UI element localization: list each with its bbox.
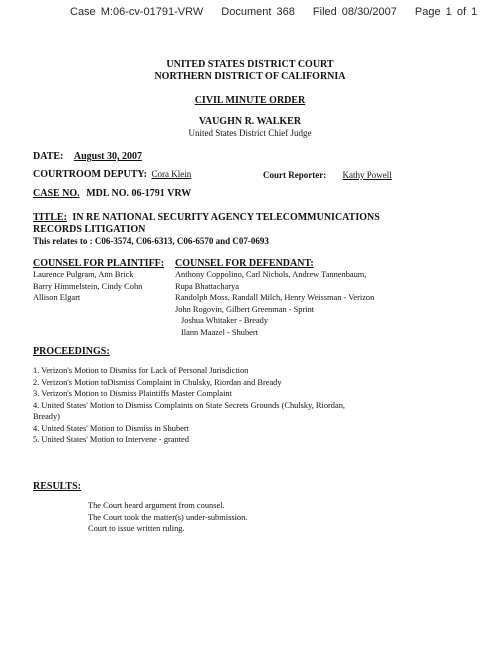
defendant-counsel-line: John Rogovin, Gilbert Greenman - Sprint [175,304,315,314]
defendant-counsel-line: Randolph Moss, Randall Milch, Henry Weissman - Verizon [175,293,375,302]
results-list [88,501,247,536]
proceeding-item: 4. United States' Motion to Dismiss Complaints on State Secrets Grounds (Chulsky, Riordan, [33,400,345,410]
proceeding-item: 5. United States' Motion to Intervene - granted [33,435,189,444]
judge-name: VAUGHN R. WALKER [198,116,302,127]
proceeding-item: 4. United States' Motion to Dismiss in Shubert [33,423,189,433]
plaintiff-counsel-heading: COUNSEL FOR PLAINTIFF: [33,258,165,269]
deputy-row [33,169,191,180]
case-number-value: MDL NO. 06-1791 VRW [86,188,192,199]
defendant-counsel-heading: COUNSEL FOR DEFENDANT: [175,258,314,269]
title-line2: RECORDS LITIGATION [33,224,146,235]
case-number-label: CASE NO. [33,188,80,199]
proceedings-list [33,366,345,447]
proceedings-heading: PROCEEDINGS: [33,346,110,357]
case-number-row [33,188,191,199]
defendant-counsel-line: Anthony Coppolino, Carl Nichols, Andrew Tannenbaum, [175,270,367,279]
proceeding-item: Bready) [33,412,60,421]
date-row [33,151,142,162]
proceeding-item: 2. Verizon's Motion toDismiss Complaint in Chulsky, Riordan and Bready [33,377,282,387]
date-value: August 30, 2007 [73,151,142,162]
title-label: TITLE: [33,212,67,223]
title-row [33,212,380,223]
filing-header [70,6,490,18]
result-line: The Court took the matter(s) under-submission. [88,512,248,522]
defendant-counsel-list [175,270,374,339]
proceeding-item: 3. Verizon's Motion to Dismiss Plaintiffs Master Complaint [33,389,232,398]
plaintiff-counsel-list [33,270,142,305]
reporter-row [263,170,392,180]
plaintiff-counsel-line: Laurence Pulgram, Ann Brick [33,270,134,279]
page-number: Page 1 of 1 [414,6,478,18]
judge-title: United States District Chief Judge [188,128,312,138]
document-number: Document 368 [221,6,295,18]
deputy-label: COURTROOM DEPUTY: [33,169,148,180]
reporter-label: Court Reporter: [263,170,327,180]
defendant-counsel-line: Rupa Bhattacharya [175,281,239,291]
date-label: DATE: [33,151,64,162]
court-name-line2: NORTHERN DISTRICT OF CALIFORNIA [154,71,346,82]
plaintiff-counsel-line: Barry Himmelstein, Cindy Cohn [33,281,143,291]
defendant-counsel-line: Ilann Maazel - Shubert [181,327,258,337]
case-number-header: Case M:06-cv-01791-VRW [70,6,204,18]
result-line: Court to issue written ruling. [88,524,185,533]
reporter-value: Kathy Powell [342,170,392,180]
deputy-value: Cora Klein [151,169,192,179]
filed-date: Filed 08/30/2007 [312,6,397,18]
title-line1: IN RE NATIONAL SECURITY AGENCY TELECOMMUNICATIONS [72,212,380,223]
results-heading: RESULTS: [33,481,81,492]
plaintiff-counsel-line: Allison Elgart [33,293,81,302]
relates-to: This relates to : C06-3574, C06-6313, C06-6570 and C07-0693 [33,236,269,246]
proceeding-item: 1. Verizon's Motion to Dismiss for Lack of Personal Jurisdiction [33,366,249,375]
court-name-line1: UNITED STATES DISTRICT COURT [166,59,334,70]
order-title: CIVIL MINUTE ORDER [194,95,306,106]
result-line: The Court heard argument from counsel. [88,501,225,510]
defendant-counsel-line: Joshua Whitaker - Bready [181,316,269,325]
